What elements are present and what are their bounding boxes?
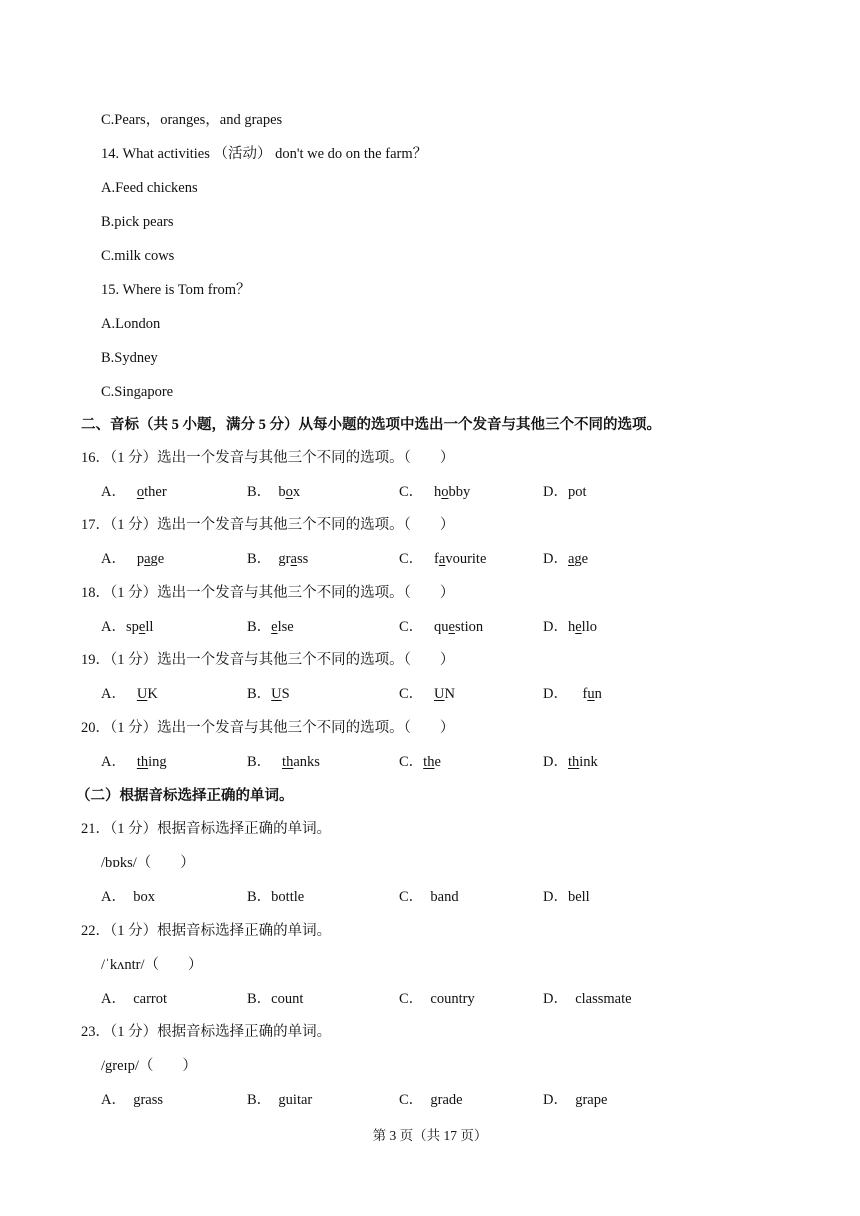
q21-stem: 21．（1 分）根据音标选择正确的单词。 xyxy=(81,821,332,837)
q22-option-a: A． carrot xyxy=(101,991,168,1007)
q14-option-b: B.pick pears xyxy=(101,214,174,230)
q22-option-c: C． country xyxy=(399,991,475,1007)
q15-option-c: C.Singapore xyxy=(101,384,174,400)
q20-option-a: A． thing xyxy=(101,754,167,770)
q17-stem: 17．（1 分）选出一个发音与其他三个不同的选项。（ ） xyxy=(81,517,455,533)
q14-option-c: C.milk cows xyxy=(101,248,175,264)
q17-option-d: D．age xyxy=(543,551,589,567)
q19-option-b: B．US xyxy=(247,686,290,702)
q16-option-d: D．pot xyxy=(543,484,587,500)
q21-option-d: D．bell xyxy=(543,889,590,905)
q23-phonetic: /greɪp/（ ） xyxy=(101,1058,197,1074)
q18-option-c: C． question xyxy=(399,619,484,635)
q20-option-b: B． thanks xyxy=(247,754,320,770)
q16-option-c: C． hobby xyxy=(399,484,471,500)
q15-stem: 15. Where is Tom from？ xyxy=(101,282,251,298)
q19-option-a: A． UK xyxy=(101,686,158,702)
q14-stem: 14. What activities （活动） don't we do on the farm？ xyxy=(101,146,428,162)
q15-option-a: A.London xyxy=(101,316,161,332)
q21-phonetic: /bɒks/（ ） xyxy=(101,855,195,871)
q20-option-c: C．the xyxy=(399,754,441,770)
q23-stem: 23．（1 分）根据音标选择正确的单词。 xyxy=(81,1024,332,1040)
q19-stem: 19．（1 分）选出一个发音与其他三个不同的选项。（ ） xyxy=(81,652,455,668)
q18-option-a: A．spell xyxy=(101,619,154,635)
q19-option-d: D． fun xyxy=(543,686,602,702)
q22-option-b: B．count xyxy=(247,991,304,1007)
q16-stem: 16．（1 分）选出一个发音与其他三个不同的选项。（ ） xyxy=(81,450,455,466)
q17-option-c: C． favourite xyxy=(399,551,487,567)
q20-stem: 20．（1 分）选出一个发音与其他三个不同的选项。（ ） xyxy=(81,720,455,736)
section-2-heading: 二、音标（共 5 小题，满分 5 分）从每小题的选项中选出一个发音与其他三个不同的选项。 xyxy=(81,417,661,433)
q15-option-b: B.Sydney xyxy=(101,350,158,366)
q21-option-c: C． band xyxy=(399,889,459,905)
q23-option-a: A． grass xyxy=(101,1092,164,1108)
q16-option-a: A． other xyxy=(101,484,167,500)
q16-option-b: B． box xyxy=(247,484,301,500)
q21-option-b: B．bottle xyxy=(247,889,305,905)
q14-option-a: A.Feed chickens xyxy=(101,180,198,196)
q22-option-d: D． classmate xyxy=(543,991,632,1007)
q21-option-a: A． box xyxy=(101,889,155,905)
q18-stem: 18．（1 分）选出一个发音与其他三个不同的选项。（ ） xyxy=(81,585,455,601)
q20-option-d: D．think xyxy=(543,754,598,770)
q23-option-c: C． grade xyxy=(399,1092,463,1108)
section-2b-heading: （二）根据音标选择正确的单词。 xyxy=(76,788,294,804)
q23-option-d: D． grape xyxy=(543,1092,608,1108)
q19-option-c: C． UN xyxy=(399,686,456,702)
q18-option-d: D．hello xyxy=(543,619,597,635)
q17-option-a: A． page xyxy=(101,551,165,567)
q13-option-c: C.Pears，oranges，and grapes xyxy=(101,112,283,128)
q22-stem: 22．（1 分）根据音标选择正确的单词。 xyxy=(81,923,332,939)
q18-option-b: B．else xyxy=(247,619,294,635)
q23-option-b: B． guitar xyxy=(247,1092,313,1108)
q17-option-b: B． grass xyxy=(247,551,309,567)
q22-phonetic: /ˈkʌntr/（ ） xyxy=(101,957,203,973)
page-footer: 第 3 页（共 17 页） xyxy=(372,1128,488,1143)
